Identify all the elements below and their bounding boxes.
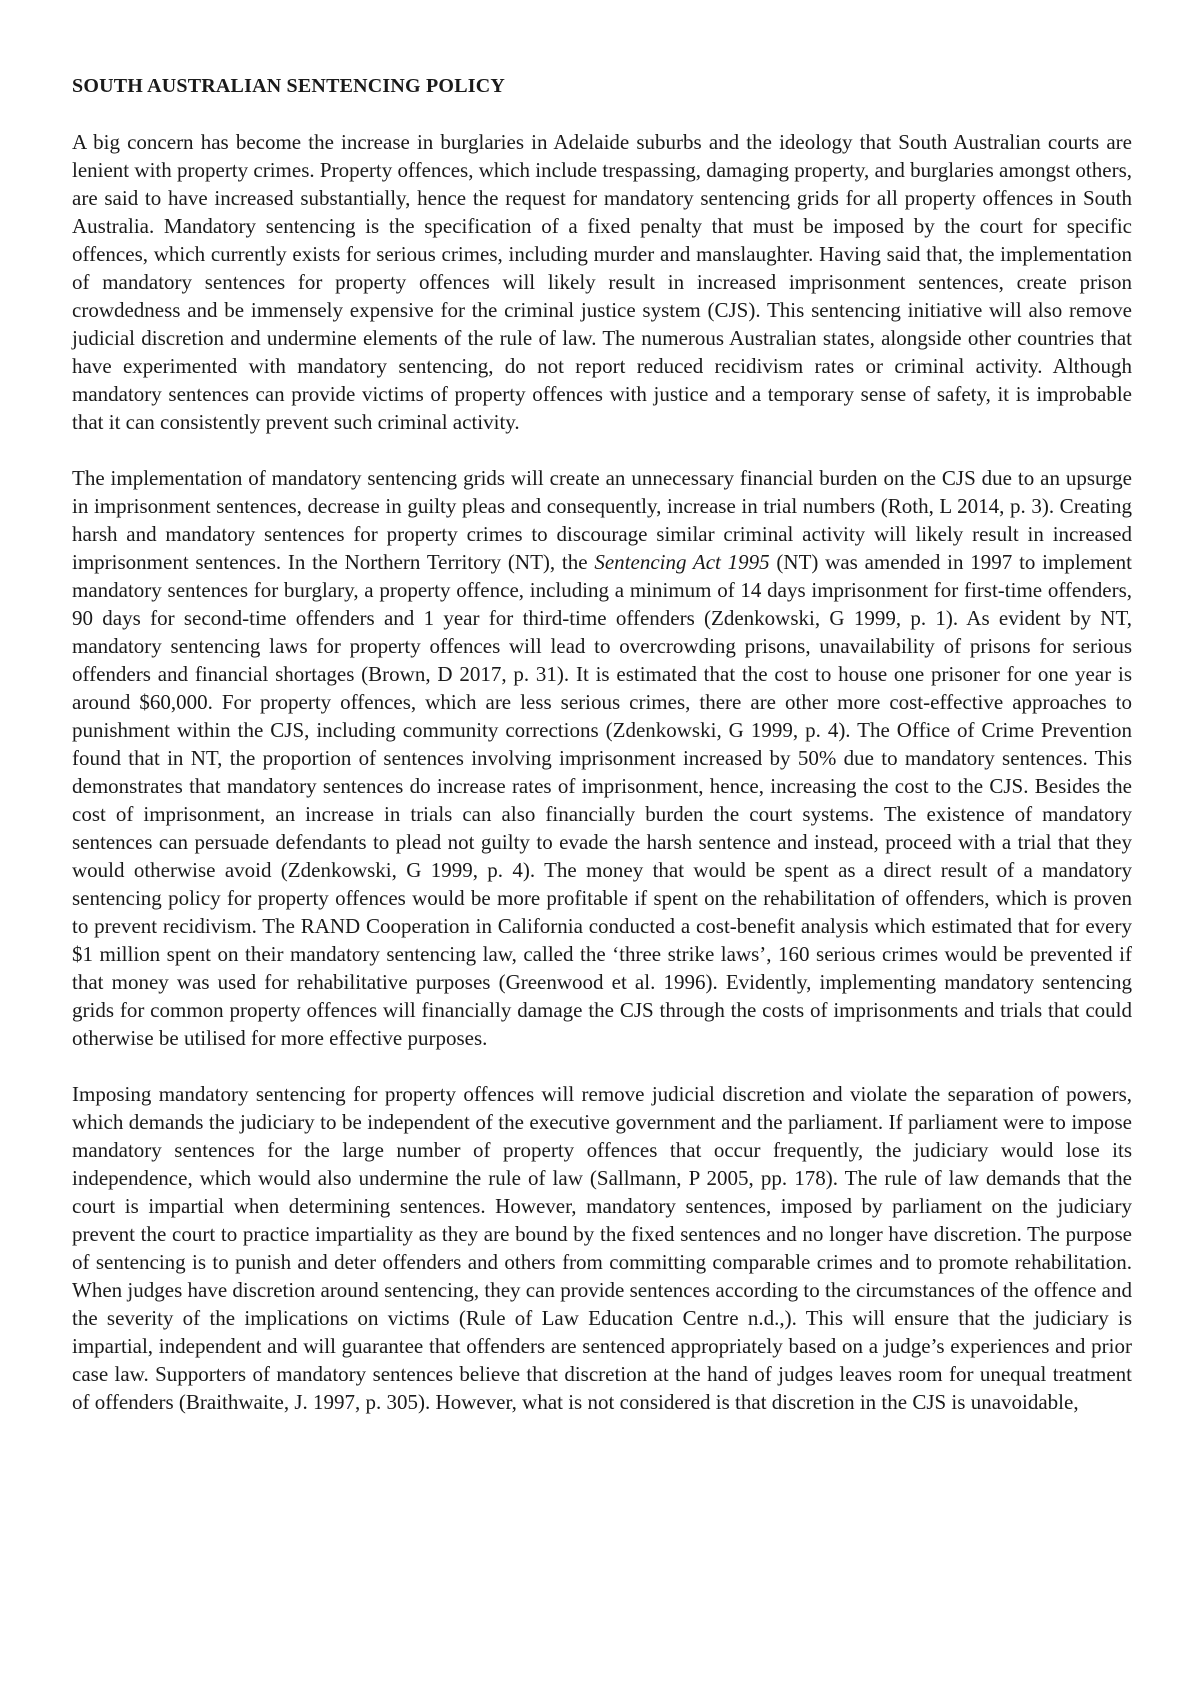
act-title-italic: Sentencing Act 1995 [594,550,770,574]
paragraph-introduction: A big concern has become the increase in burglaries in Adelaide suburbs and the ideology that South Australian courts are lenient with property crimes. Property offences, which include trespassing, damaging property, and burglaries amongst others, are said to have increased substantially, hence the request for mandatory sentencing grids for all property offences in South Australia. Mandatory sentencing is the specification of a fixed penalty that must be imposed by the court for specific offences, which currently exists for serious crimes, including murder and manslaughter. Having said that, the implementation of mandatory sentences for property offences will likely result in increased imprisonment sentences, create prison crowdedness and be immensely expensive for the criminal justice system (CJS). This sentencing initiative will also remove judicial discretion and undermine elements of the rule of law. The numerous Australian states, alongside other countries that have experimented with mandatory sentencing, do not report reduced recidivism rates or criminal activity. Although mandatory sentences can provide victims of property offences with justice and a temporary sense of safety, it is improbable that it can consistently prevent such criminal activity. [72,130,1132,434]
paragraph-judicial-discretion: Imposing mandatory sentencing for property offences will remove judicial discretion and violate the separation of powers, which demands the judiciary to be independent of the executive government and the parliament. If parliament were to impose mandatory sentences for the large number of property offences that occur frequently, the judiciary would lose its independence, which would also undermine the rule of law (Sallmann, P 2005, pp. 178). The rule of law demands that the court is impartial when determining sentences. However, mandatory sentences, imposed by parliament on the judiciary prevent the court to practice impartiality as they are bound by the fixed sentences and no longer have discretion. The purpose of sentencing is to punish and deter offenders and others from committing comparable crimes and to promote rehabilitation. When judges have discretion around sentencing, they can provide sentences according to the circumstances of the offence and the severity of the implications on victims (Rule of Law Education Centre n.d.,). This will ensure that the judiciary is impartial, independent and will guarantee that offenders are sentenced appropriately based on a judge’s experiences and prior case law. Supporters of mandatory sentences believe that discretion at the hand of judges leaves room for unequal treatment of offenders (Braithwaite, J. 1997, p. 305). However, what is not considered is that discretion in the CJS is unavoidable, [72,1082,1132,1414]
paragraph-financial-burden-text-start: The implementation of mandatory sentencing grids will create an unnecessary financial burden on the CJS due to an upsurge in imprisonment sentences, decrease in guilty pleas and consequently, increase in trial numbers (Roth, L 2014, p. 3). Creating harsh and mandatory sentences for property crimes to discourage similar criminal activity will likely result in increased imprisonment sentences. In the Northern Territory (NT), the [72,466,1132,574]
paragraph-financial-burden-text-end: (NT) was amended in 1997 to implement mandatory sentences for burglary, a property offence, including a minimum of 14 days imprisonment for first-time offenders, 90 days for second-time offenders and 1 year for third-time offenders (Zdenkowski, G 1999, p. 1). As evident by NT, mandatory sentencing laws for property offences will lead to overcrowding prisons, unavailability of prisons for serious offenders and financial shortages (Brown, D 2017, p. 31). It is estimated that the cost to house one prisoner for one year is around $60,000. For property offences, which are less serious crimes, there are other more cost-effective approaches to punishment within the CJS, including community corrections (Zdenkowski, G 1999, p. 4). The Office of Crime Prevention found that in NT, the proportion of sentences involving imprisonment increased by 50% due to mandatory sentences. This demonstrates that mandatory sentences do increase rates of imprisonment, hence, increasing the cost to the CJS. Besides the cost of imprisonment, an increase in trials can also financially burden the court systems. The existence of mandatory sentences can persuade defendants to plead not guilty to evade the harsh sentence and instead, proceed with a trial that they would otherwise avoid (Zdenkowski, G 1999, p. 4). The money that would be spent as a direct result of a mandatory sentencing policy for property offences would be more profitable if spent on the rehabilitation of offenders, which is proven to prevent recidivism. The RAND Cooperation in California conducted a cost-benefit analysis which estimated that for every $1 million spent on their mandatory sentencing law, called the ‘three strike laws’, 160 serious crimes would be prevented if that money was used for rehabilitative purposes (Greenwood et al. 1996). Evidently, implementing mandatory sentencing grids for common property offences will financially damage the CJS through the costs of imprisonments and trials that could otherwise be utilised for more effective purposes. [72,550,1132,1050]
paragraph-financial-burden [72,464,1132,1052]
document-title: SOUTH AUSTRALIAN SENTENCING POLICY [72,75,506,97]
document-page [72,72,1132,1416]
